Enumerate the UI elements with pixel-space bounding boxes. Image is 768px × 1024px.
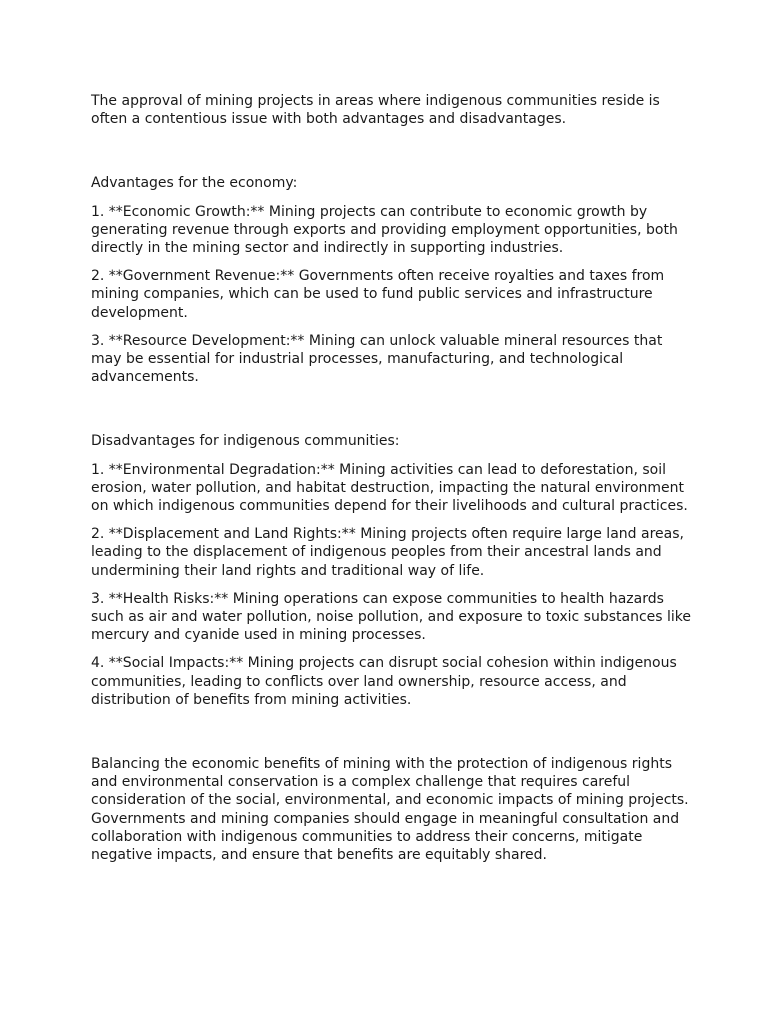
disadvantage-item-health-risks: 3. **Health Risks:** Mining operations can expose communities to health hazards such as air and water pollution, noise pollution, and exposure to toxic substances like mercury and cyanide used in mining processes. [91, 590, 692, 644]
disadvantage-item-social-impacts: 4. **Social Impacts:** Mining projects can disrupt social cohesion within indigenous communities, leading to conflicts over land ownership, resource access, and distribution of benefits from mining activities. [91, 655, 677, 708]
disadvantage-item-environmental-degradation: 1. **Environmental Degradation:** Mining activities can lead to deforestation, soil erosion, water pollution, and habitat destruction, impacting the natural environment on which indigenous communities depend for their livelihoods and cultural practices. [91, 461, 688, 515]
disadvantage-item-displacement: 2. **Displacement and Land Rights:** Mining projects often require large land areas, leading to the displacement of indigenous peoples from their ancestral lands and undermining their land rights and traditional way of life. [91, 526, 684, 579]
advantage-item-economic-growth: 1. **Economic Growth:** Mining projects can contribute to economic growth by generating revenue through exports and providing employment opportunities, both directly in the mining sector and indirectly in supporting industries. [91, 203, 678, 257]
disadvantages-heading: Disadvantages for indigenous communities: [91, 433, 400, 450]
document-body [91, 92, 691, 864]
advantages-heading: Advantages for the economy: [91, 175, 298, 192]
advantage-item-resource-development: 3. **Resource Development:** Mining can unlock valuable mineral resources that may be essential for industrial processes, manufacturing, and technological advancements. [91, 332, 663, 386]
conclusion-paragraph: Balancing the economic benefits of mining with the protection of indigenous rights and environmental conservation is a complex challenge that requires careful consideration of the social, environmental, and economic impacts of mining projects. Governments and mining companies should engage in meaningful consultation and collaboration with indigenous communities to address their concerns, mitigate negative impacts, and ensure that benefits are equitably shared. [91, 756, 689, 864]
intro-paragraph: The approval of mining projects in areas where indigenous communities reside is often a contentious issue with both advantages and disadvantages. [91, 93, 660, 128]
advantage-item-government-revenue: 2. **Government Revenue:** Governments often receive royalties and taxes from mining companies, which can be used to fund public services and infrastructure development. [91, 268, 665, 321]
